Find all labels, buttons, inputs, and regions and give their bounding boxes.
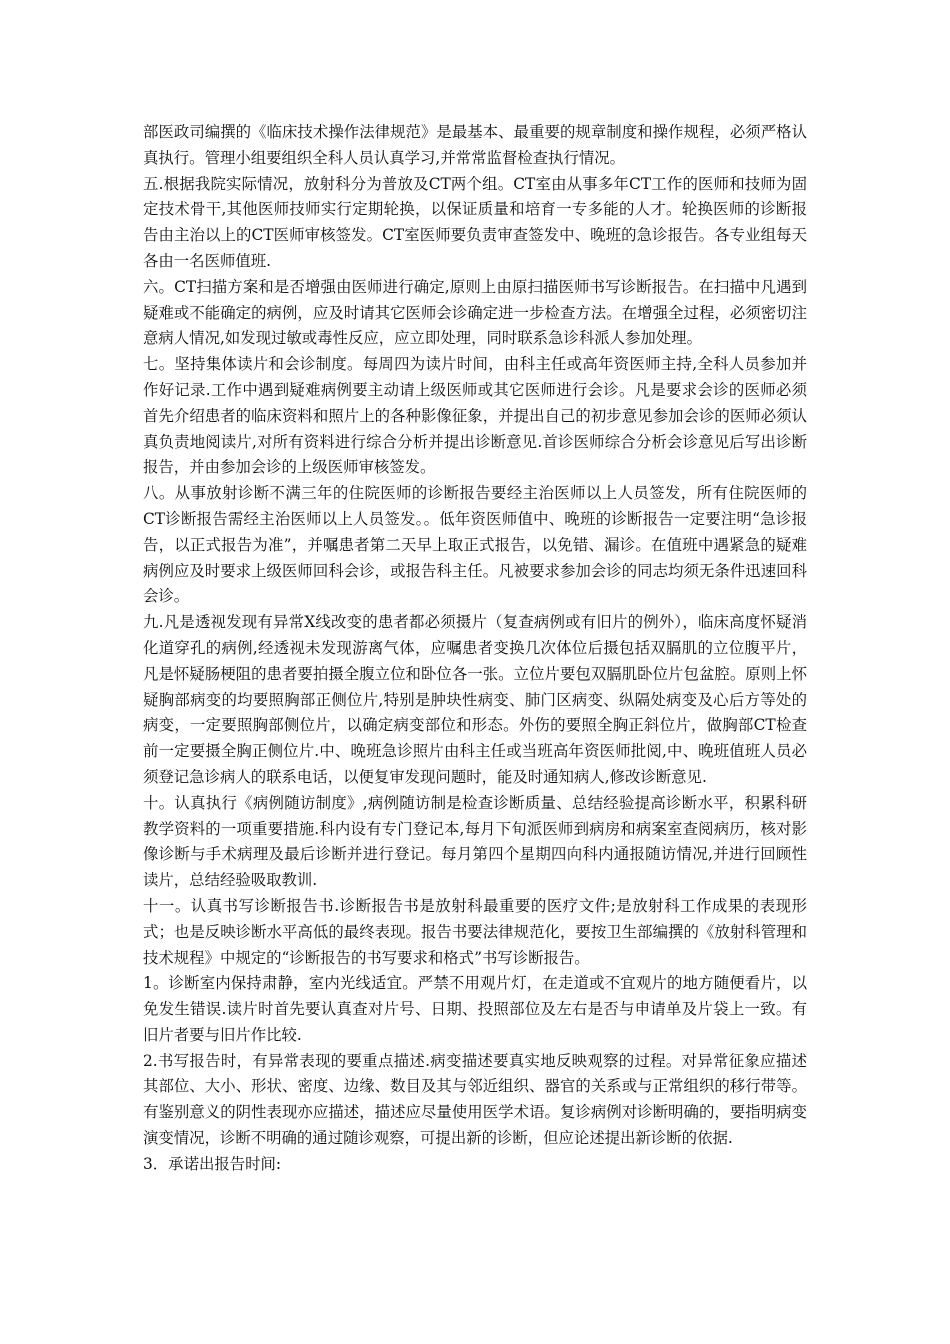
paragraph-item-9: 九.凡是透视发现有异常X线改变的患者都必须摄片（复查病例或有旧片的例外），临床高度怀疑消化道穿孔的病例,经透视未发现游离气体，应嘱患者变换几次体位后摄包括双膈肌的立位腹平片，凡是怀疑肠梗阻的患者要拍摄全腹立位和卧位各一张。立位片要包双膈肌卧位片包盆腔。原则上怀疑胸部病变的均要照胸部正侧位片,特别是肿块性病变、肺门区病变、纵隔处病变及心后方等处的病变，一定要照胸部侧位片，以确定病变部位和形态。外伤的要照全胸正斜位片，做胸部CT检查前一定要摄全胸正侧位片.中、晚班急诊照片由科主任或当班高年资医师批阅,中、晚班值班人员必须登记急诊病人的联系电话，以便复审发现问题时，能及时通知病人,修改诊断意见.: [143, 613, 807, 786]
document-body: [143, 120, 807, 1178]
paragraph-item-6: 六。CT扫描方案和是否增强由医师进行确定,原则上由原扫描医师书写诊断报告。在扫描中凡遇到疑难或不能确定的病例，应及时请其它医师会诊确定进一步检查方法。在增强全过程，必须密切注意病人情况,如发现过敏或毒性反应，应立即处理，同时联系急诊科派人参加处理。: [143, 277, 807, 348]
paragraph-subitem-1: 1。诊断室内保持肃静，室内光线适宜。严禁不用观片灯，在走道或不宜观片的地方随便看片，以免发生错误.读片时首先要认真查对片号、日期、投照部位及左右是否与申请单及片袋上一致。有旧片者要与旧片作比较.: [143, 974, 807, 1044]
paragraph-item-11: 十一。认真书写诊断报告书.诊断报告书是放射科最重要的医疗文件;是放射科工作成果的表现形式；也是反映诊断水平高低的最终表现。报告书要法律规范化，要按卫生部编撰的《放射科管理和技术规程》中规定的“诊断报告的书写要求和格式”书写诊断报告。: [143, 896, 807, 967]
paragraph-item-10: 十。认真执行《病例随访制度》,病例随访制是检查诊断质量、总结经验提高诊断水平，积累科研教学资料的一项重要措施.科内设有专门登记本,每月下旬派医师到病房和病案室查阅病历，核对影像诊断与手术病理及最后诊断并进行登记。每月第四个星期四向科内通报随访情况,并进行回顾性读片，总结经验吸取教训.: [143, 793, 807, 890]
paragraph-intro-continuation: 部医政司编撰的《临床技术操作法律规范》是最基本、最重要的规章制度和操作规程，必须严格认真执行。管理小组要组织全科人员认真学习,并常常监督检查执行情况。: [143, 123, 807, 167]
paragraph-subitem-2: 2.书写报告时，有异常表现的要重点描述.病变描述要真实地反映观察的过程。对异常征象应描述其部位、大小、形状、密度、边缘、数目及其与邻近组织、器官的关系或与正常组织的移行带等。有鉴别意义的阴性表现亦应描述，描述应尽量使用医学术语。复诊病例对诊断明确的，要指明病变演变情况，诊断不明确的通过随诊观察，可提出新的诊断，但应论述提出新诊断的依据.: [143, 1051, 807, 1148]
paragraph-item-7: 七。坚持集体读片和会诊制度。每周四为读片时间，由科主任或高年资医师主持,全科人员参加并作好记录.工作中遇到疑难病例要主动请上级医师或其它医师进行会诊。凡是要求会诊的医师必须首先介绍患者的临床资料和照片上的各种影像征象，并提出自己的初步意见参加会诊的医师必须认真负责地阅读片,对所有资料进行综合分析并提出诊断意见.首诊医师综合分析会诊意见后写出诊断报告，并由参加会诊的上级医师审核签发。: [143, 355, 807, 477]
paragraph-item-5: 五.根据我院实际情况，放射科分为普放及CT两个组。CT室由从事多年CT工作的医师和技师为固定技术骨干,其他医师技师实行定期轮换，以保证质量和培育一专多能的人才。轮换医师的诊断报告由主治以上的CT医师审核签发。CT室医师要负责审查签发中、晚班的急诊报告。各专业组每天各由一名医师值班.: [143, 174, 807, 270]
paragraph-subitem-3: 3．承诺出报告时间:: [143, 1154, 282, 1173]
paragraph-item-8: 八。从事放射诊断不满三年的住院医师的诊断报告要经主治医师以上人员签发，所有住院医师的CT诊断报告需经主治医师以上人员签发。。低年资医师值中、晚班的诊断报告一定要注明“急诊报告，以正式报告为准”，并嘱患者第二天早上取正式报告，以免错、漏诊。在值班中遇紧急的疑难病例应及时要求上级医师回科会诊，或报告科主任。凡被要求参加会诊的同志均须无条件迅速回科会诊。: [143, 484, 807, 606]
